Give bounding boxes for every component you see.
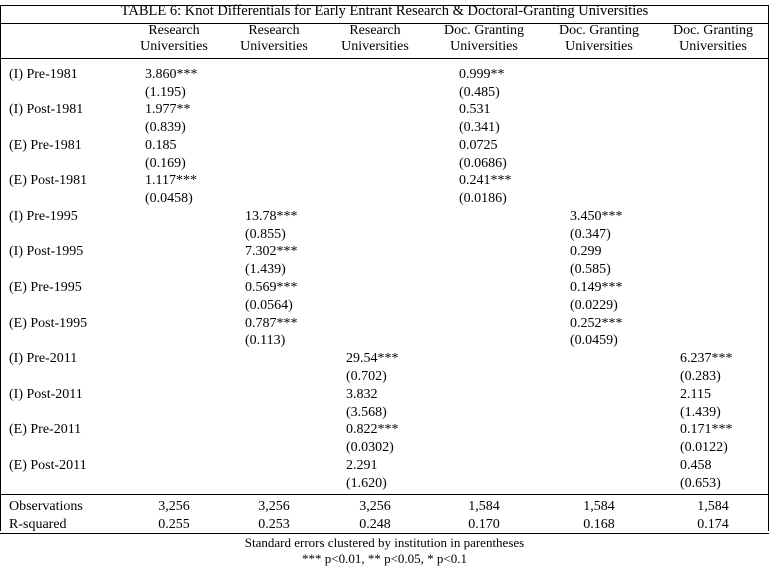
stat-label-observations: Observations [9,499,83,514]
std-error: (0.0564) [245,298,293,313]
coefficient: 13.78*** [245,209,298,224]
r-squared-value: 0.255 [158,517,190,532]
coefficient: 0.822*** [346,422,399,437]
stats-rule [0,494,769,495]
r-squared-value: 0.174 [697,517,729,532]
coefficient: 2.291 [346,458,378,473]
coefficient: 0.185 [145,138,177,153]
coefficient: 3.450*** [570,209,623,224]
coefficient: 0.252*** [570,316,623,331]
std-error: (1.439) [680,405,721,420]
stat-label-r-squared: R-squared [9,517,67,532]
std-error: (0.653) [680,476,721,491]
coefficient: 0.999** [459,67,505,82]
std-error: (0.0229) [570,298,618,313]
r-squared-value: 0.248 [359,517,391,532]
coefficient: 0.0725 [459,138,498,153]
coefficient: 0.569*** [245,280,298,295]
std-error: (1.439) [245,262,286,277]
std-error: (0.839) [145,120,186,135]
coefficient: 0.787*** [245,316,298,331]
coefficient: 0.458 [680,458,712,473]
std-error: (0.702) [346,369,387,384]
row-label: (E) Pre-1995 [9,280,82,295]
observations-value: 1,584 [583,499,615,514]
observations-value: 3,256 [359,499,391,514]
r-squared-value: 0.168 [583,517,615,532]
coefficient: 7.302*** [245,244,298,259]
std-error: (0.0302) [346,440,394,455]
row-label: (E) Post-1995 [9,316,88,331]
observations-value: 3,256 [158,499,190,514]
std-error: (0.855) [245,227,286,242]
r-squared-value: 0.253 [258,517,290,532]
coefficient: 1.977** [145,102,191,117]
coefficient: 29.54*** [346,351,399,366]
row-label: (E) Pre-2011 [9,422,82,437]
row-label: (I) Pre-1995 [9,209,78,224]
column-header-5: Doc. Granting Universities [558,23,640,54]
std-error: (0.0686) [459,156,507,171]
row-label: (I) Pre-2011 [9,351,78,366]
std-error: (0.585) [570,262,611,277]
column-header-1: Research Universities [140,23,208,54]
std-error: (0.113) [245,333,286,348]
footnote-standard-errors: Standard errors clustered by institution in parentheses [244,535,525,550]
std-error: (0.0186) [459,191,507,206]
std-error: (1.620) [346,476,387,491]
std-error: (0.283) [680,369,721,384]
column-header-4: Doc. Granting Universities [443,23,525,54]
header-rule [0,58,769,59]
observations-value: 1,584 [697,499,729,514]
std-error: (1.195) [145,85,186,100]
coefficient: 3.832 [346,387,378,402]
table-title: TABLE 6: Knot Differentials for Early Entrant Research & Doctoral-Granting Universities [120,3,649,19]
std-error: (0.0459) [570,333,618,348]
std-error: (0.169) [145,156,186,171]
coefficient: 1.117*** [145,173,197,188]
std-error: (0.485) [459,85,500,100]
coefficient: 0.149*** [570,280,623,295]
coefficient: 0.171*** [680,422,733,437]
coefficient: 0.531 [459,102,491,117]
coefficient: 0.241*** [459,173,512,188]
row-label: (E) Post-1981 [9,173,88,188]
table-left-border [0,6,1,531]
std-error: (0.347) [570,227,611,242]
observations-value: 1,584 [468,499,500,514]
coefficient: 3.860*** [145,67,198,82]
row-label: (I) Post-2011 [9,387,83,402]
row-label: (I) Pre-1981 [9,67,78,82]
row-label: (I) Post-1981 [9,102,84,117]
coefficient: 0.299 [570,244,602,259]
coefficient: 6.237*** [680,351,733,366]
std-error: (0.341) [459,120,500,135]
row-label: (I) Post-1995 [9,244,84,259]
table-bottom-rule [0,533,769,534]
std-error: (3.568) [346,405,387,420]
coefficient: 2.115 [680,387,711,402]
row-label: (E) Pre-1981 [9,138,82,153]
observations-value: 3,256 [258,499,290,514]
footnote-significance: *** p<0.01, ** p<0.05, * p<0.1 [302,551,467,566]
std-error: (0.0122) [680,440,728,455]
column-header-3: Research Universities [341,23,409,54]
std-error: (0.0458) [145,191,193,206]
column-header-6: Doc. Granting Universities [672,23,754,54]
row-label: (E) Post-2011 [9,458,87,473]
column-header-2: Research Universities [240,23,308,54]
r-squared-value: 0.170 [468,517,500,532]
